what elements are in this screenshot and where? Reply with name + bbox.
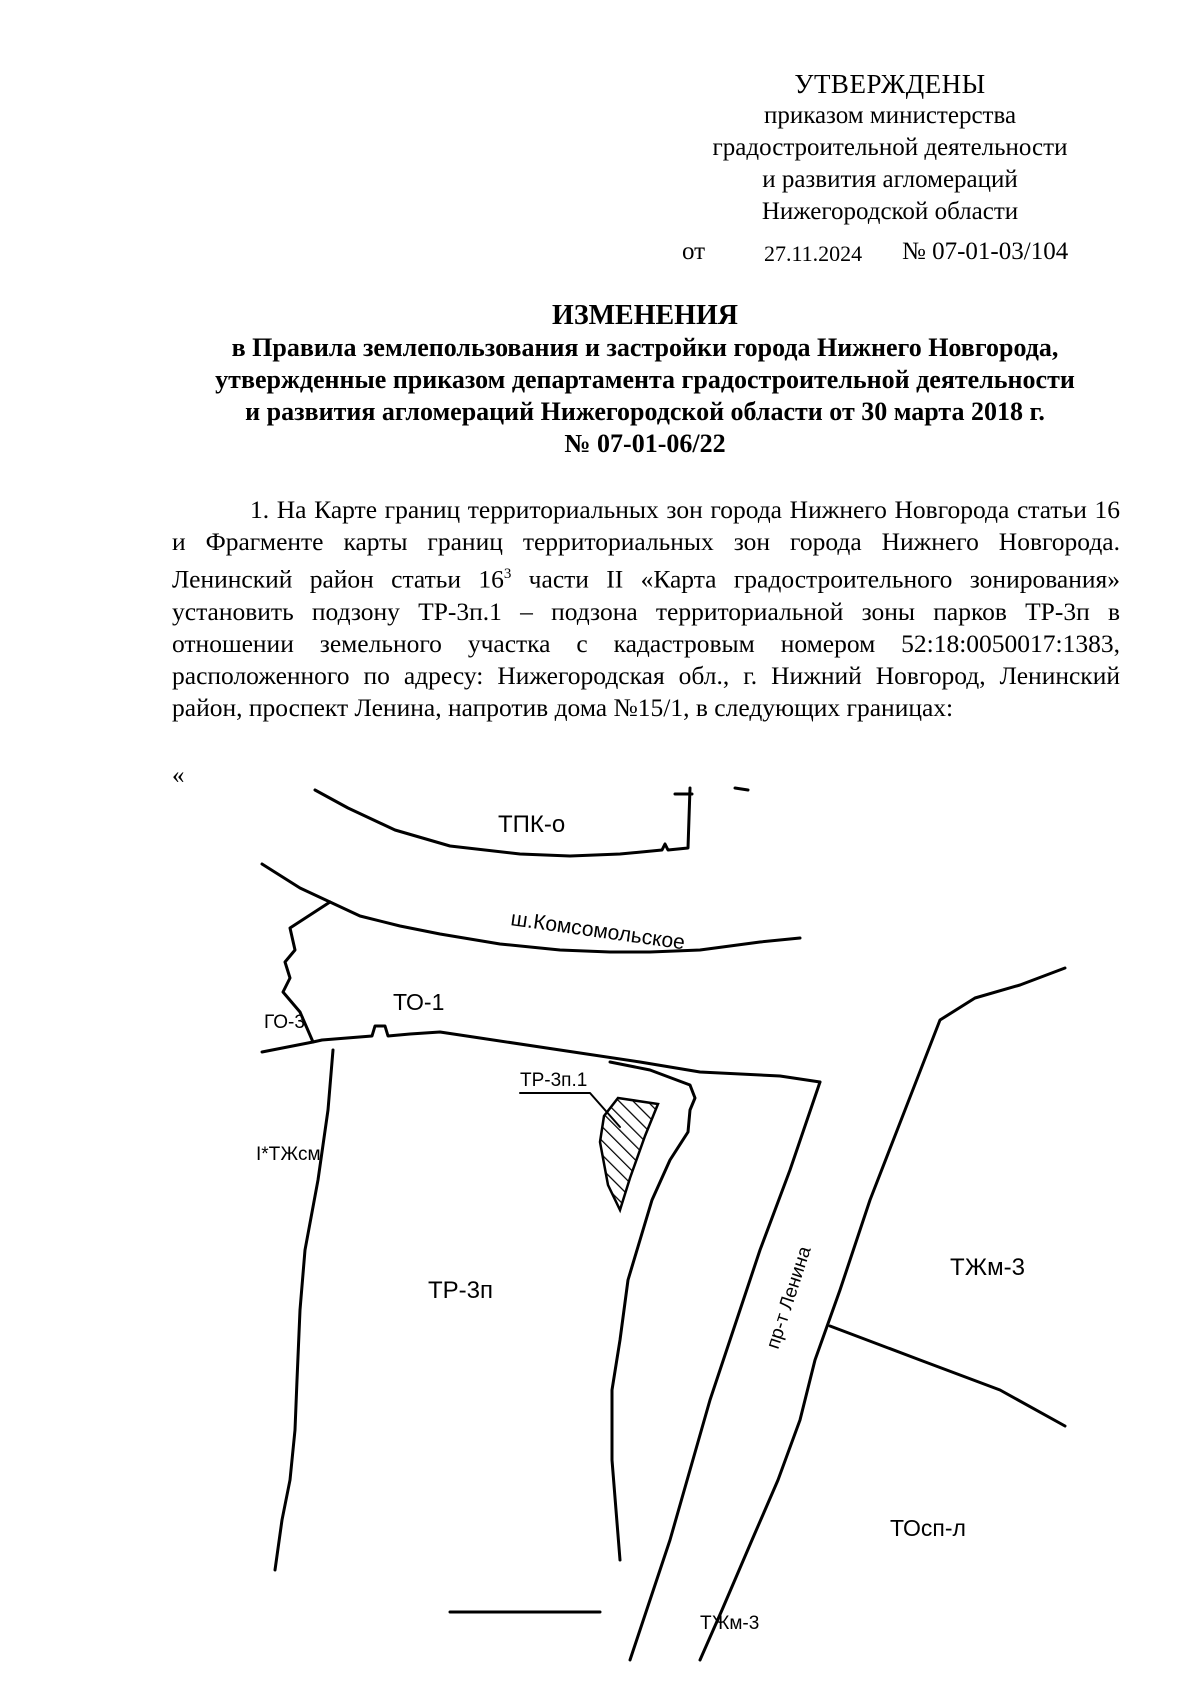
- approval-line: и развития агломераций: [762, 166, 1018, 193]
- title-line: утвержденные приказом департамента градостроительной деятельности: [215, 365, 1075, 394]
- lenina-road-west: [630, 1082, 820, 1660]
- label-tr-3p: ТР-3п: [428, 1277, 494, 1304]
- label-tzhsm: I*ТЖсм: [256, 1144, 321, 1165]
- date-prefix: от: [682, 238, 706, 265]
- boundary-tzhsm: [275, 1050, 333, 1570]
- article-superscript: 3: [503, 566, 512, 582]
- zoning-map: [0, 780, 1200, 1680]
- title-line: в Правила землепользования и застройки города Нижнего Новгорода,: [231, 333, 1059, 362]
- label-lenina: пр-т Ленина: [762, 1243, 816, 1352]
- approval-number: № 07-01-03/104: [902, 238, 1069, 265]
- label-tr-3p-1: ТР-3п.1: [520, 1070, 588, 1091]
- label-tpk-o: ТПК-о: [498, 811, 566, 838]
- label-to-1: ТО-1: [393, 989, 445, 1015]
- label-komsomolskoe: ш.Комсомольское: [509, 907, 687, 955]
- lenina-road-east: [700, 968, 1065, 1660]
- tr-3p-1-plot: [600, 1098, 658, 1210]
- approval-date-line: [682, 238, 1102, 270]
- approval-line: приказом министерства: [763, 102, 1017, 129]
- approval-line: градостроительной деятельности: [712, 134, 1068, 161]
- label-tosp-l: ТОсп-л: [890, 1515, 966, 1541]
- approval-block: [680, 68, 1100, 228]
- paragraph-text-start: 1. На Карте границ территориальных зон города Нижнего Новгорода статьи 16 и Фрагменте карты границ территориальных зон города Нижнего Новгорода. Ленинский район статьи 16: [172, 495, 1120, 594]
- label-tzhm-3-bottom: ТЖм-3: [700, 1613, 760, 1634]
- approval-date: 27.11.2024: [764, 241, 863, 266]
- boundary-tzhm-tosp: [830, 1326, 1065, 1426]
- document-title-block: [120, 300, 1170, 460]
- body-paragraph: [172, 494, 1120, 724]
- label-tzhm-3: ТЖм-3: [950, 1254, 1025, 1281]
- title-line: и развития агломераций Нижегородской области от 30 марта 2018 г.: [245, 397, 1045, 426]
- document-title: ИЗМЕНЕНИЯ: [552, 300, 738, 331]
- boundary-tpk-o-tick: [735, 788, 748, 790]
- title-line: № 07-01-06/22: [564, 429, 726, 458]
- approval-heading: УТВЕРЖДЕНЫ: [794, 69, 986, 99]
- label-go-3: ГО-3: [264, 1012, 305, 1033]
- opening-quote: «: [172, 762, 185, 789]
- approval-line: Нижегородской области: [761, 198, 1019, 225]
- paragraph-text-end: части II «Карта градостроительного зонирования» установить подзону ТР-3п.1 – подзона территориальной зоны парков ТР-3п в отношении земельного участка с кадастровым номером 52:18:0050017:1383, расположенного по адресу: Нижегородская обл., г. Нижний Новгород, Ленинский район, проспект Ленина, напротив дома №15/1, в следующих границах:: [172, 564, 1121, 722]
- komsomolskoe-road-edge: [262, 864, 800, 955]
